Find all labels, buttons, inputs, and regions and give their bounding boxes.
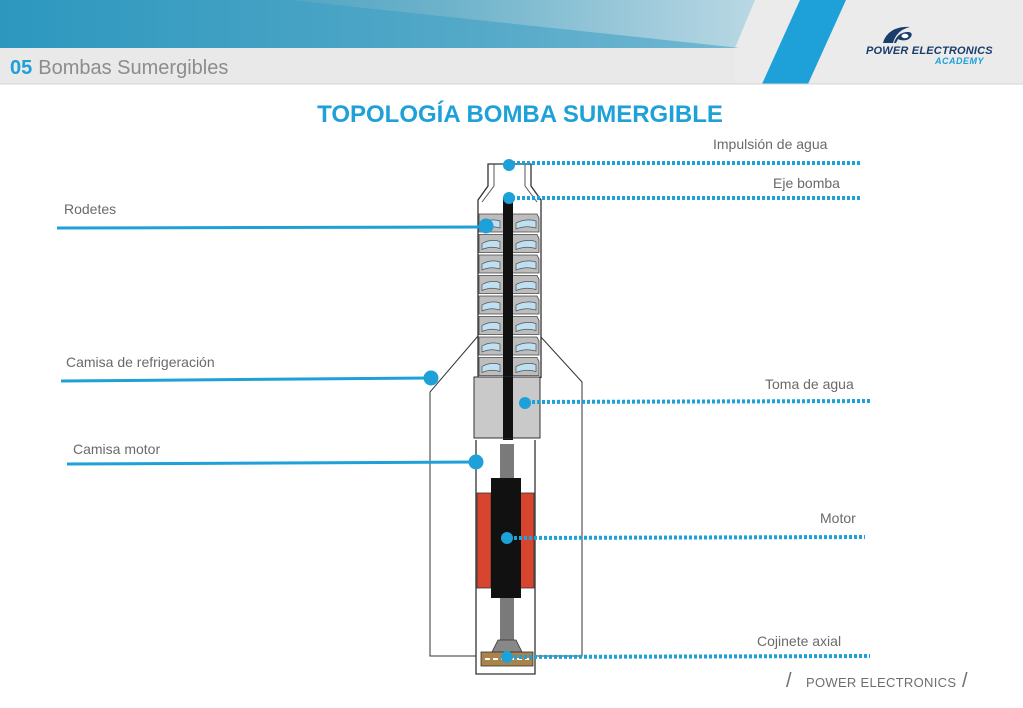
label-motor: Motor xyxy=(820,510,856,526)
callout-dot-rodetes xyxy=(480,220,492,232)
section-number: 05 xyxy=(10,57,33,79)
callout-dot-motor xyxy=(501,532,513,544)
stator-right xyxy=(520,493,534,588)
cooling-jacket-outline xyxy=(430,336,480,656)
label-rodetes: Rodetes xyxy=(64,201,117,217)
label-camisa-refrigeracion: Camisa de refrigeración xyxy=(66,354,215,370)
footer-slash-left: / xyxy=(786,670,792,692)
logo-subtitle: ACADEMY xyxy=(935,56,985,66)
logo-wordmark: POWER ELECTRONICS xyxy=(866,45,993,57)
label-eje: Eje bomba xyxy=(773,175,840,191)
label-camisa-motor: Camisa motor xyxy=(73,441,161,457)
callout-dot-impulsion xyxy=(503,159,515,171)
callout-dot-camisa-motor xyxy=(470,456,482,468)
motor-shaft xyxy=(500,444,514,478)
cooling-jacket-outline-right xyxy=(535,336,582,656)
callout-dot-toma xyxy=(519,397,531,409)
callout-dot-camisa-refrigeracion xyxy=(425,372,437,384)
callout-line-motor xyxy=(509,537,865,538)
callout-dot-cojinete xyxy=(501,651,513,663)
page-title: TOPOLOGÍA BOMBA SUMERGIBLE xyxy=(317,101,723,128)
callout-line-rodetes xyxy=(57,227,486,228)
footer-brand: POWER ELECTRONICS xyxy=(806,675,957,690)
motor-shaft-lower xyxy=(500,598,514,640)
section-title: Bombas Sumergibles xyxy=(38,57,229,79)
callout-line-toma xyxy=(527,401,870,402)
label-cojinete: Cojinete axial xyxy=(757,633,842,649)
stator-left xyxy=(477,493,491,588)
callout-dot-eje xyxy=(503,192,515,204)
label-impulsion: Impulsión de agua xyxy=(713,136,828,152)
footer-slash-right: / xyxy=(962,670,968,692)
callout-line-camisa-motor xyxy=(67,462,476,464)
callout-line-camisa-refrigeracion xyxy=(61,378,430,381)
label-toma: Toma de agua xyxy=(765,376,854,392)
